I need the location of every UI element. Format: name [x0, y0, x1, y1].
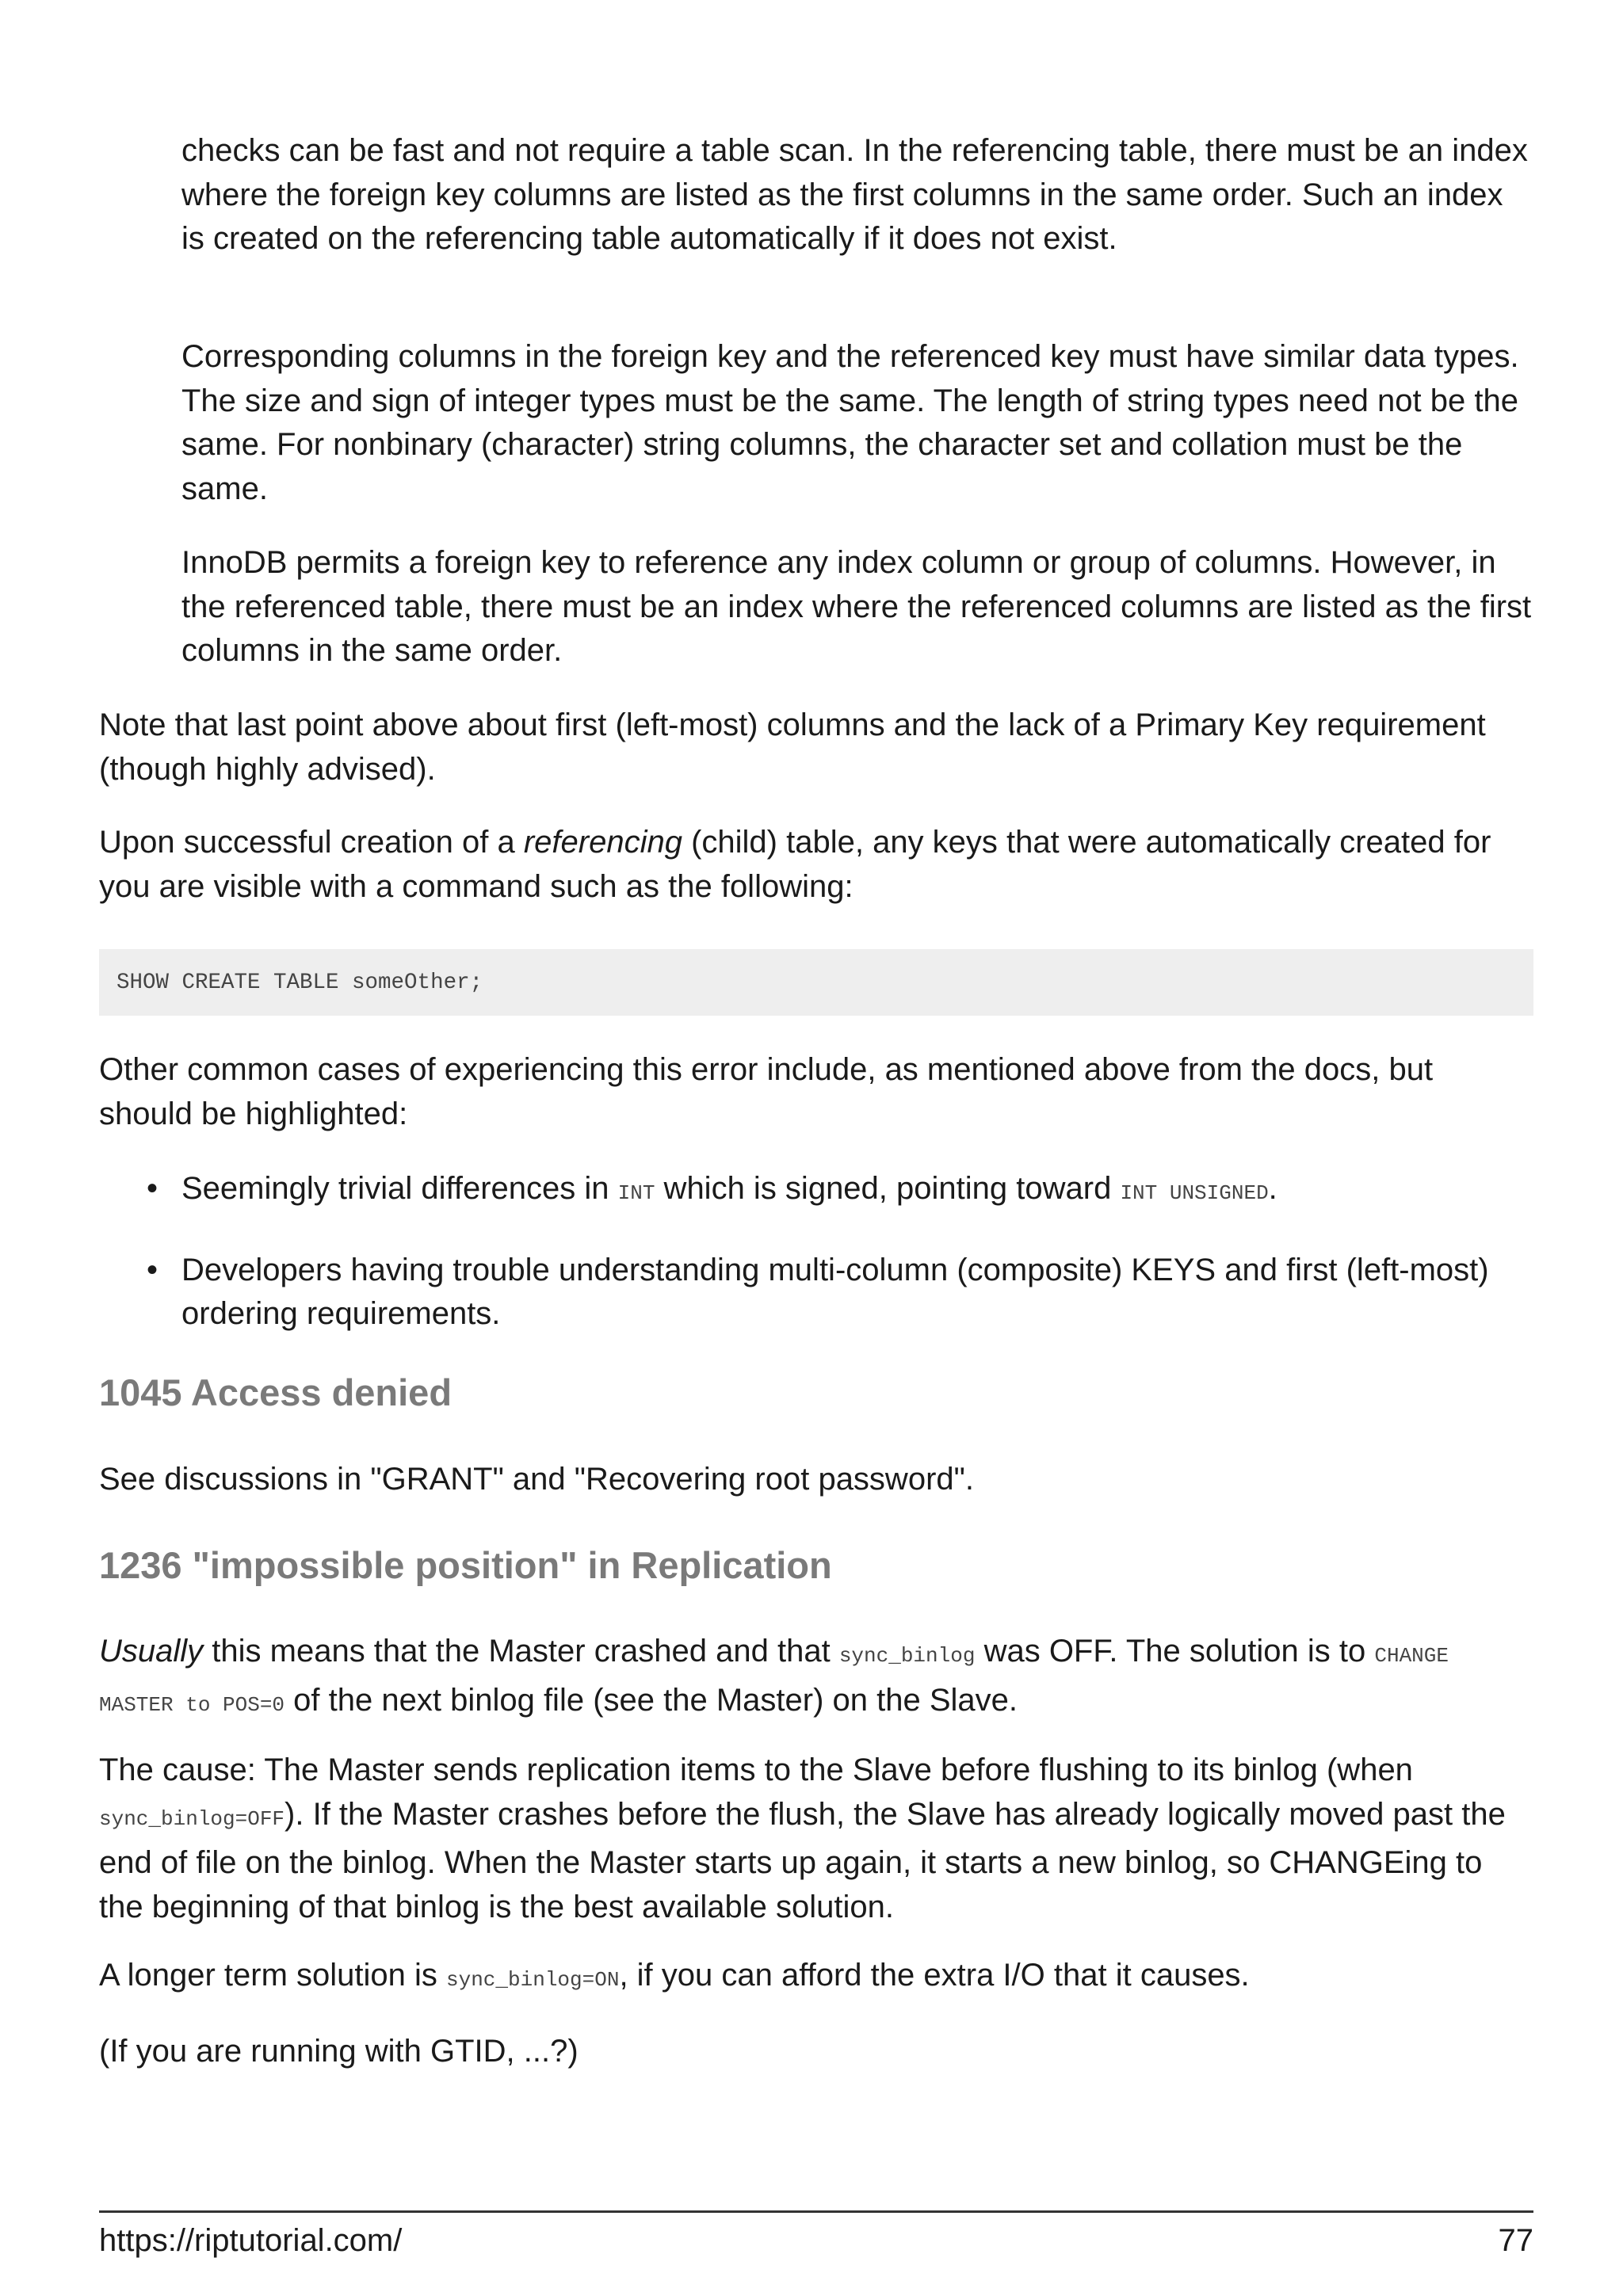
- emphasis-referencing: referencing: [523, 825, 682, 860]
- paragraph-other-common-cases: Other common cases of experiencing this error include, as mentioned above from the docs, but should be highlighted:: [99, 1052, 1434, 1131]
- paragraph-gtid: (If you are running with GTID, ...?): [99, 2034, 579, 2069]
- bullet-glyph: •: [147, 1252, 158, 1287]
- paragraph-usually-master-crashed: Usually this means that the Master crashed and that sync_binlog was OFF. The solution is to CHANGE MASTER to POS=0 of the next binlog file (see the Master) on the Slave.: [99, 1634, 1449, 1718]
- code-block: [99, 949, 1533, 1016]
- footer-divider: [99, 2210, 1533, 2213]
- heading-1045-access-denied: 1045 Access denied: [99, 1371, 453, 1413]
- code-sync-binlog-on: sync_binlog=ON: [446, 1968, 620, 1992]
- code-show-create-table: SHOW CREATE TABLE someOther;: [116, 970, 483, 995]
- list-item: • Developers having trouble understanding multi-column (composite) KEYS and first (left-most) ordering requirements.: [99, 1249, 1533, 1337]
- bullet-list: [99, 1167, 1533, 1337]
- code-int: INT: [617, 1181, 655, 1205]
- list-item: • Seemingly trivial differences in INT which is signed, pointing toward INT UNSIGNED.: [99, 1167, 1533, 1216]
- paragraph-the-cause: The cause: The Master sends replication items to the Slave before flushing to its binlog (when sync_binlog=OFF). If the Master crashes before the flush, the Slave has already logically moved past the end of file on the binlog. When the Master starts up again, it starts a new binlog, so CHANGEing to the beginning of that binlog is the best available solution.: [99, 1753, 1506, 1924]
- paragraph-referencing-table: Upon successful creation of a referencing (child) table, any keys that were automatically created for you are visible with a command such as the following:: [99, 825, 1491, 904]
- paragraph-see-discussions: See discussions in "GRANT" and "Recovering root password".: [99, 1462, 974, 1497]
- page-number: 77: [1498, 2223, 1533, 2258]
- paragraph-note-left-most: Note that last point above about first (left-most) columns and the lack of a Primary Key requirement (though highly advised).: [99, 707, 1486, 787]
- bullet-glyph: •: [147, 1171, 158, 1206]
- paragraph-longer-term-solution: A longer term solution is sync_binlog=ON, if you can afford the extra I/O that it causes.: [99, 1958, 1250, 1993]
- heading-1236-impossible-position: 1236 "impossible position" in Replication: [99, 1544, 832, 1586]
- code-int-unsigned: INT UNSIGNED: [1120, 1181, 1269, 1205]
- code-change-master: CHANGE MASTER to POS=0: [99, 1644, 1449, 1717]
- emphasis-usually: Usually: [99, 1634, 204, 1669]
- footer-url: https://riptutorial.com/: [99, 2223, 403, 2258]
- paragraph-innodb-permits: InnoDB permits a foreign key to reference any index column or group of columns. However, in the referenced table, there must be an index where the referenced columns are listed as the first columns in the same order.: [181, 545, 1532, 668]
- code-sync-binlog-off: sync_binlog=OFF: [99, 1806, 285, 1831]
- paragraph-index-requirement: checks can be fast and not require a table scan. In the referencing table, there must be an index where the foreign key columns are listed as the first columns in the same order. Such an index is created on the referencing table automatically if it does not exist.: [181, 133, 1528, 256]
- paragraph-column-types: Corresponding columns in the foreign key and the referenced key must have similar data types. The size and sign of integer types must be the same. The length of string types need not be the same. For nonbinary (character) string columns, the character set and collation must be the same.: [181, 339, 1519, 506]
- code-sync-binlog: sync_binlog: [838, 1644, 976, 1668]
